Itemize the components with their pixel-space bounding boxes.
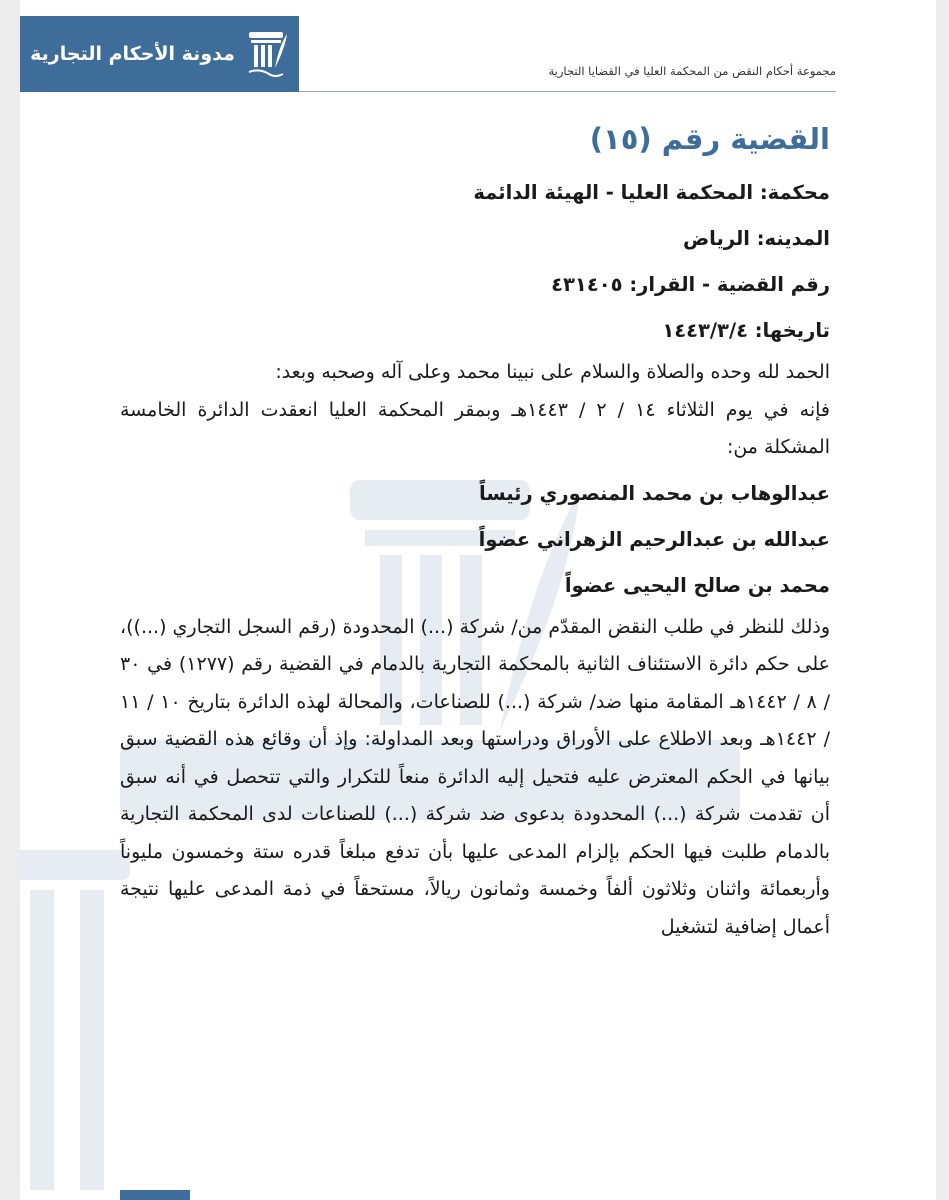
header-subtitle: مجموعة أحكام النقض من المحكمة العليا في القضايا التجارية [548, 64, 836, 78]
panel-member-2: محمد بن صالح اليحيى عضواً [564, 573, 830, 597]
court-line: محكمة: المحكمة العليا - الهيئة الدائمة [473, 181, 830, 204]
panel-members [120, 471, 830, 609]
brand-logo [20, 16, 299, 92]
session-paragraph: فإنه في يوم الثلاثاء ١٤ / ٢ / ١٤٤٣هـ وبمقر المحكمة العليا انعقدت الدائرة الخامسة المشكلة من: [120, 398, 831, 458]
document-page [20, 0, 936, 1200]
panel-member-president: عبدالوهاب بن محمد المنصوري رئيساً [479, 481, 830, 505]
facts-paragraph: وذلك للنظر في طلب النقض المقدّم من/ شركة (...) المحدودة (رقم السجل التجاري (...))، على حكم دائرة الاستئناف الثانية بالمحكمة التجارية بالدمام في القضية رقم (١٢٧٧) في ٣٠ / ٨ / ١٤٤٢هـ المقامة منها ضد/ شركة (...) للصناعات، والمحالة لهذه الدائرة بتاريخ ١٠ / ١١ / ١٤٤٢هـ وبعد الاطلاع على الأوراق ودراستها وبعد المداولة: وإذ أن وقائع هذه القضية سبق بيانها في الحكم المعترض عليه فتحيل إليه الدائرة منعاً للتكرار والتي تتحصل في أنه سبق أن تقدمت شركة (...) المحدودة بدعوى ضد شركة (...) للصناعات لدى المحكمة التجارية بالدمام طلبت فيها الحكم بإلزام المدعى عليها بأن تدفع مبلغاً قدره ستة وخمسون مليوناً وأربعمائة واثنان وثلاثون ألفاً وخمسة وثمانون ريالاً، مستحقاً في ذمة المدعى عليها نتيجة أعمال إضافية لتشغيل [120, 615, 830, 938]
case-number-line: رقم القضية - القرار: ٤٣١٤٠٥ [551, 273, 830, 296]
document-body [120, 116, 830, 946]
panel-member-1: عبدالله بن عبدالرحيم الزهراني عضواً [478, 527, 830, 551]
city-line: المدينه: الرياض [682, 227, 830, 250]
pillar-quill-logo-icon [245, 28, 289, 80]
case-date-line: تاريخها: ١٤٤٣/٣/٤ [662, 319, 830, 342]
logo-text: مدونة الأحكام التجارية [30, 43, 235, 65]
opening-paragraph: الحمد لله وحده والصلاة والسلام على نبينا محمد وعلى آله وصحبه وبعد: [275, 361, 830, 383]
case-title: القضية رقم (١٥) [589, 122, 830, 156]
header-divider [299, 91, 836, 92]
page-number-tab [120, 1190, 190, 1200]
